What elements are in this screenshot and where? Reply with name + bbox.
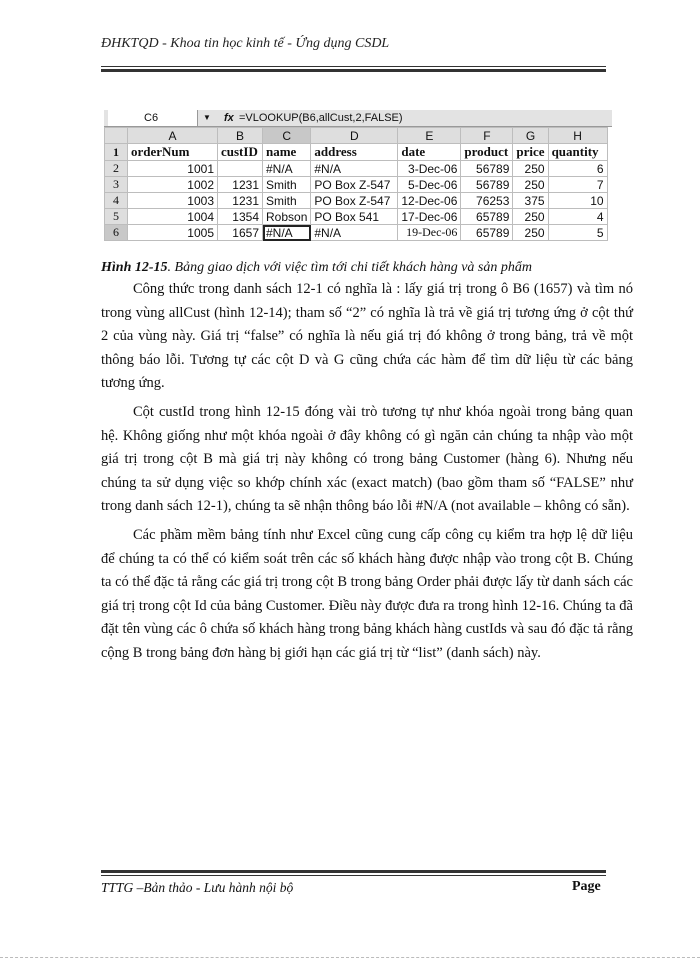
cell[interactable]: 250 — [513, 225, 548, 241]
row-header[interactable]: 5 — [105, 209, 128, 225]
cell[interactable]: 1004 — [128, 209, 218, 225]
function-icon[interactable]: fx — [224, 112, 234, 124]
column-header[interactable]: B — [218, 128, 263, 144]
footer-rule — [101, 875, 606, 876]
cell[interactable]: 250 — [513, 209, 548, 225]
select-all-corner[interactable] — [105, 128, 128, 144]
paragraph: Các phầm mềm bảng tính như Excel cũng cung cấp công cụ kiểm tra hợp lệ dữ liệu để chúng ta có thể có kiểm soát trên các số khách hàng được nhập vào trong cột B. Chúng ta có thể đặc tả rằng các giá trị trong cột B trong bảng Order phải được lấy từ danh sách các giá trị trong cột Id của bảng Customer. Điều này được đưa ra trong hình 12-16. Chúng ta đã đặt tên vùng các ô chứa số khách hàng trong bảng khách hàng custIds và sau đó đặc tả rằng cộng B trong bảng đơn hàng bị giới hạn các giá trị từ “list” (danh sách) này. — [101, 526, 633, 661]
cell[interactable]: 1354 — [218, 209, 263, 225]
table-row — [105, 209, 608, 225]
figure-caption — [101, 260, 621, 276]
page-edge — [0, 957, 700, 958]
footer-text: TTTG –Bản thảo - Lưu hành nội bộ — [101, 880, 294, 895]
row-header[interactable]: 2 — [105, 161, 128, 177]
cell[interactable]: date — [398, 144, 461, 161]
cell[interactable]: 7 — [548, 177, 607, 193]
cell[interactable]: 1005 — [128, 225, 218, 241]
cell[interactable]: 1231 — [218, 177, 263, 193]
cell[interactable]: 1002 — [128, 177, 218, 193]
cell[interactable]: custID — [218, 144, 263, 161]
cell[interactable]: 19-Dec-06 — [398, 225, 461, 241]
paragraph: Công thức trong danh sách 12-1 có nghĩa là : lấy giá trị trong ô B6 (1657) và tìm nó trong vùng allCust (hình 12-14); tham số “2” có nghĩa là trả về giá trị tương ứng ở cột thứ 2 của vùng này. Giá trị “false” có nghĩa là nếu giá trị đó không ở trong bảng, trả về một thông báo lỗi. Tương tự các cột D và G cũng chứa các hàm để tìm dữ liệu từ các bảng tương ứng. — [101, 281, 633, 392]
spreadsheet-figure — [104, 110, 612, 248]
column-header[interactable]: E — [398, 128, 461, 144]
cell[interactable]: product — [461, 144, 513, 161]
column-header[interactable]: H — [548, 128, 607, 144]
cell[interactable]: 12-Dec-06 — [398, 193, 461, 209]
cell[interactable]: 17-Dec-06 — [398, 209, 461, 225]
cell[interactable]: Smith — [263, 193, 311, 209]
cell[interactable]: 65789 — [461, 209, 513, 225]
cell[interactable]: #N/A — [263, 161, 311, 177]
cell[interactable]: 76253 — [461, 193, 513, 209]
name-box[interactable]: C6 — [108, 110, 198, 126]
table-row — [105, 144, 608, 161]
column-header[interactable]: G — [513, 128, 548, 144]
cell[interactable]: 65789 — [461, 225, 513, 241]
table-row — [105, 225, 608, 241]
page-header: ĐHKTQD - Khoa tin học kinh tế - Ứng dụng CSDL — [101, 36, 390, 51]
cell[interactable]: PO Box 541 — [311, 209, 398, 225]
cell[interactable]: 1657 — [218, 225, 263, 241]
cell[interactable]: name — [263, 144, 311, 161]
cell[interactable]: 1001 — [128, 161, 218, 177]
table-row — [105, 177, 608, 193]
column-header[interactable]: F — [461, 128, 513, 144]
cell[interactable]: PO Box Z-547 — [311, 177, 398, 193]
cell[interactable]: #N/A — [311, 161, 398, 177]
paragraph: Cột custId trong hình 12-15 đóng vài trò tương tự như khóa ngoài trong bảng quan hệ. Không giống như một khóa ngoài ở đây không có gì ngăn cản chúng ta nhập vào một giá trị trong cột B mà giá trị này không có trong bảng Customer (hàng 6). Nhưng nếu chúng ta sử dụng việc so khớp chính xác (exact match) (bao gồm tham số “FALSE” như trong danh sách 12-1), chúng ta sẽ nhận thông báo lỗi #N/A (not available – không có sẵn). — [101, 403, 633, 515]
cell[interactable]: Robson — [263, 209, 311, 225]
figure-label: Hình 12-15 — [101, 260, 168, 275]
formula-input[interactable]: =VLOOKUP(B6,allCust,2,FALSE) — [239, 112, 403, 124]
cell[interactable]: 4 — [548, 209, 607, 225]
cell[interactable]: PO Box Z-547 — [311, 193, 398, 209]
cell[interactable]: 375 — [513, 193, 548, 209]
cell[interactable]: 250 — [513, 177, 548, 193]
cell[interactable]: Smith — [263, 177, 311, 193]
figure-caption-text: . Bảng giao dịch với việc tìm tới chi tiết khách hàng và sản phẩm — [167, 260, 532, 275]
chevron-down-icon[interactable]: ▼ — [203, 113, 211, 122]
cell[interactable]: 5 — [548, 225, 607, 241]
footer-rule-thick — [101, 870, 606, 873]
cell[interactable]: 5-Dec-06 — [398, 177, 461, 193]
header-rule-thick — [101, 69, 606, 72]
cell[interactable]: address — [311, 144, 398, 161]
cell[interactable]: orderNum — [128, 144, 218, 161]
formula-bar — [104, 110, 612, 127]
cell[interactable]: 250 — [513, 161, 548, 177]
cell[interactable]: 3-Dec-06 — [398, 161, 461, 177]
active-cell[interactable]: #N/A — [263, 225, 311, 241]
body-text — [101, 278, 633, 671]
column-header[interactable]: A — [128, 128, 218, 144]
cell[interactable]: #N/A — [311, 225, 398, 241]
cell[interactable]: 6 — [548, 161, 607, 177]
cell[interactable]: 1003 — [128, 193, 218, 209]
column-header[interactable]: C — [263, 128, 311, 144]
spreadsheet-grid — [104, 127, 608, 241]
cell[interactable]: 56789 — [461, 177, 513, 193]
cell[interactable]: 56789 — [461, 161, 513, 177]
cell[interactable]: price — [513, 144, 548, 161]
cell[interactable]: quantity — [548, 144, 607, 161]
column-header[interactable]: D — [311, 128, 398, 144]
header-rule — [101, 66, 606, 67]
table-row — [105, 193, 608, 209]
column-header-row — [105, 128, 608, 144]
table-row — [105, 161, 608, 177]
cell[interactable] — [218, 161, 263, 177]
page-label: Page — [572, 879, 601, 894]
cell[interactable]: 1231 — [218, 193, 263, 209]
row-header[interactable]: 4 — [105, 193, 128, 209]
row-header[interactable]: 1 — [105, 144, 128, 161]
row-header[interactable]: 6 — [105, 225, 128, 241]
row-header[interactable]: 3 — [105, 177, 128, 193]
cell[interactable]: 10 — [548, 193, 607, 209]
